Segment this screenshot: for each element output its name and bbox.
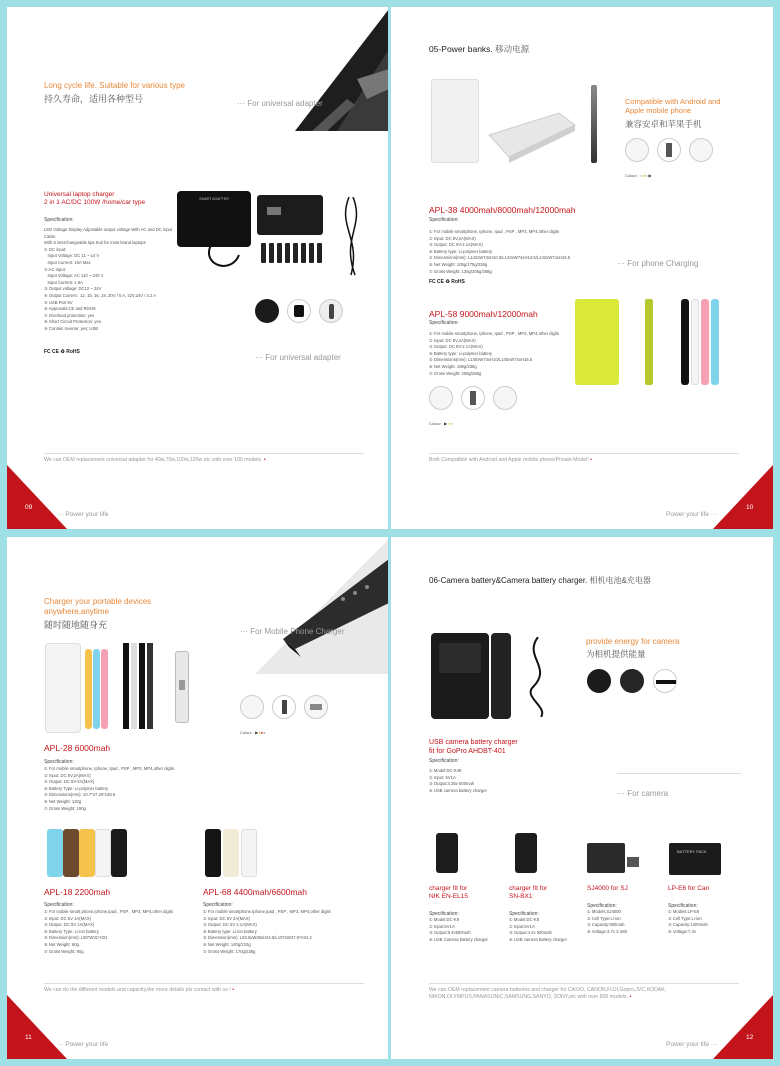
phone-label: ··· For phone Charging — [617, 259, 699, 268]
battery-pack-label: BATTERY PACK — [677, 849, 707, 854]
apl28-spec-list — [44, 766, 244, 812]
camera-product-spec-list — [509, 917, 587, 943]
cert-logos: FC CE ♻ RoHS — [44, 349, 80, 355]
spec-item: ② Input: DC 5V,2A(MAX) — [429, 235, 476, 241]
camera-product-title-1: LP-E6 for Can — [668, 885, 710, 892]
phone-label-text: For phone Charging — [627, 259, 699, 268]
product-3-chip-image — [627, 857, 639, 867]
car-adapter-image — [257, 195, 323, 235]
spec-item: ① For mobile smartphone, Iphone, Ipad , PSP , MP3, MP4,other digits — [44, 766, 175, 771]
camera-product-title-1: charger fit for — [429, 885, 468, 892]
spec-item: ③ Output:8.4v500mah — [429, 930, 471, 936]
tagline-en: Long cycle life. Suitable for various type — [44, 81, 185, 90]
spec-item: ⑥ Net Weight: 60g — [44, 941, 79, 947]
spec-item: ⑥ Approvals:CE and ROHS — [44, 306, 96, 312]
spec-item: ④ Battery Type: Li-polymer battery — [44, 785, 109, 791]
camera-product — [509, 885, 587, 943]
product-thumb-3 — [319, 299, 343, 323]
colour-thumb-3 — [689, 138, 713, 162]
apl58-colours-image — [681, 299, 721, 385]
spec-item: ⑧ Short Circuit Protection: yes — [44, 319, 101, 325]
spec-item: ④ USB camera battery charger — [509, 936, 567, 942]
usb-spec-list — [429, 768, 549, 794]
footer-note — [429, 987, 666, 1001]
spec-item: Input Voltage: DC 11 ~ 14 V — [44, 253, 100, 259]
spec-item: ④ Voltage:3.7v 3.3wh — [587, 928, 628, 934]
usb-title — [429, 739, 518, 756]
corner-triangle — [713, 465, 773, 529]
apl58-spec-label: Specification: — [429, 320, 459, 326]
spec-item: ⑥ Net Weight: 120g — [44, 798, 82, 804]
power-label-text: Power your life — [65, 511, 109, 518]
spec-item: ⑤ USB Port 5V — [44, 299, 73, 305]
apl58-yellow-image — [575, 299, 619, 385]
apl28-title: APL-28 6000mah — [44, 743, 111, 753]
apl68-spec-list — [203, 909, 373, 955]
adapter-box-text: SMART ADAPTER — [199, 197, 229, 201]
spec-item: ⑤ Dimensions(mm): 10.7*37.25*148.6 — [44, 792, 116, 798]
footer-bullet: • — [627, 994, 632, 1000]
product-1-image — [436, 833, 458, 873]
spec-item: ② Cell Type:Li-ion — [668, 915, 702, 921]
spec-item: ⑦ Gross Weight: 150g — [44, 805, 86, 811]
usb-cable-image — [523, 637, 553, 717]
footer-note-line-1: We can OEM replacement camera batteries and charger for CASIO, CANON,FUJI,Gopro,JVC,KODAK, — [429, 987, 667, 993]
usb-spec-label: Specification: — [429, 758, 459, 764]
apl28-thumb-2 — [272, 695, 296, 719]
apl28-slim-image — [123, 643, 155, 729]
spec-item: ③ Output:4.2v 500mah — [509, 930, 552, 936]
footer-note-text: We can OEM replacement universal adapter for 40w,70w,100w,120w etc with over 100 models. — [44, 457, 263, 463]
adapter-label: ··· For universal adapter — [255, 353, 341, 362]
apl58-thumb-2 — [461, 386, 485, 410]
cable-coil-image — [339, 197, 363, 277]
power-label: Power your life ··· — [666, 1041, 718, 1048]
apl58-title: APL-58 9000mah/12000mah — [429, 309, 538, 319]
power-label: ··· Power your life — [57, 1041, 109, 1048]
apl28-spec-label: Specification: — [44, 759, 74, 765]
usb-title-line-1: USB camera battery charger — [429, 739, 518, 746]
camera-product-spec-list — [429, 917, 507, 943]
spec-item: ① Models:SJ4000 — [587, 909, 621, 914]
colour-thumb-2 — [657, 138, 681, 162]
spec-item: ⑨ Contain Inverse: yes; USB — [44, 325, 99, 331]
spec-item: ① For mobile smart phone,Iphone,Ipad , PSP , MP3, MP4,other digits — [44, 909, 173, 914]
page-12 — [391, 537, 773, 1059]
product-4-image — [669, 843, 721, 875]
footer-note — [429, 457, 592, 463]
adapter-box-image — [177, 191, 251, 247]
banner-label: ··· For Mobile Phone Charger — [240, 627, 345, 636]
spec-item: ③ Capacity:1400mah — [668, 922, 708, 928]
camera-label-text: For camera — [627, 789, 669, 798]
spec-item: ④ Battery Type: Li-ion battery — [44, 928, 99, 934]
spec-item: ④ Battery type: Li-ion battery — [203, 928, 257, 934]
apl68-title: APL-68 4400mah/6600mah — [203, 887, 307, 897]
spec-item: ③ Output: DC 5V 2.1A(MAX) — [203, 922, 257, 928]
spec-item: ⑦ Gross Weight: 208g/265g — [429, 370, 482, 376]
spec-item: ③ Capacity:900mah — [587, 922, 625, 928]
energy-cn: 为相机提供能量 — [586, 649, 646, 659]
spec-item: ① Model:DC-K9 — [429, 917, 460, 922]
spec-item: ① For mobile smartphone,Iphone,Ipad , PSP , MP3, MP4,other digits — [203, 909, 331, 914]
section-title-en: 06-Camera battery&Camera battery charger. — [429, 576, 588, 585]
spec-item: ① Models:LP-E6 — [668, 909, 700, 914]
spec-item: ⑥ Net Weight: 105g/175g/238g — [429, 261, 488, 267]
tagline-en — [44, 597, 151, 617]
spec-item: ② Input: 5V1A — [429, 774, 456, 780]
page-10 — [391, 7, 773, 529]
energy-thumb-1 — [587, 669, 611, 693]
footer-divider — [429, 453, 739, 454]
laptop-tip-icon — [261, 243, 266, 263]
colour-label-1: Colour : — [625, 173, 640, 178]
spec-item: Cable. — [44, 233, 57, 239]
camera-label: ··· For camera — [617, 789, 669, 798]
laptop-tip-icon — [301, 243, 306, 263]
laptop-banner-image — [237, 9, 388, 131]
banner-label-text: For universal adapter — [247, 99, 323, 108]
adapter-cable-image — [201, 245, 241, 280]
spec-item: ② Input: DC 5V,2A(MAX) — [44, 772, 91, 778]
laptop-tip-icon — [269, 243, 274, 263]
colour-label-2: Colour : — [429, 421, 444, 426]
apl18-spec-list — [44, 909, 199, 955]
camera-product — [668, 885, 746, 935]
section-title-cn: 移动电源 — [495, 44, 530, 54]
laptop-tip-icon — [285, 243, 290, 263]
page-number: 12 — [746, 1034, 754, 1041]
tagline-en-line-2: anywhere,anytime — [44, 607, 109, 616]
adapter-label-text: For universal adapter — [265, 353, 341, 362]
spec-item: ② Input:5V1A — [509, 923, 535, 929]
footer-bullet: • — [262, 457, 266, 463]
apl38-certs: FC CE ♻ RoHS — [429, 279, 465, 285]
footer-note — [44, 457, 266, 463]
tagline-en-line-1: Charger your portable devices — [44, 597, 152, 606]
apl38-spec-label: Specification: — [429, 217, 459, 223]
camera-divider — [617, 773, 741, 774]
spec-item: ③ Output voltage: DC12 ~ 24V — [44, 286, 102, 292]
spec-item: ③ Output: DC 5V-2.1A(MAX) — [429, 344, 483, 350]
spec-item: With 8 interchangeable tips Suit for most brand laptops — [44, 240, 146, 246]
page-11 — [7, 537, 388, 1059]
phone-banner-image — [255, 539, 388, 674]
footer-note-text: We can do the different models and capacity,the more details pls contact with us ! — [44, 987, 231, 993]
product-title-line-1: Universal laptop charger — [44, 191, 115, 198]
spec-item: ③ Output: DC 5V 1A(MAX) — [44, 922, 95, 928]
spec-item: ⑤ Dimensions(mm): L140xW74xH10/L140xW74xH16.5 — [429, 357, 533, 363]
energy-thumb-2 — [620, 669, 644, 693]
camera-product-title-1: charger fit for — [509, 885, 548, 892]
camera-product-spec-label: Specification: — [587, 903, 617, 909]
camera-product-spec-list — [668, 909, 746, 935]
colour-row-2: Colour : ▶ ●● — [429, 421, 454, 426]
spec-item: ③ Output:4.35v 500mah — [429, 781, 475, 787]
spec-item: Input Voltage: AC 110 ~ 240 V — [44, 273, 104, 279]
energy-thumb-3 — [653, 669, 677, 693]
spec-item: ⑥ Net Weight: 198g/238g — [429, 363, 477, 369]
spec-item: Input Current: 15A Max — [44, 259, 91, 265]
footer-bullet: • — [588, 457, 593, 463]
compat-en — [625, 97, 720, 115]
apl38-spec-list — [429, 229, 619, 275]
camera-product — [587, 885, 665, 935]
usb-charger-image — [431, 633, 489, 719]
colour-thumb-1 — [625, 138, 649, 162]
spec-item: Input Current: 1.8A — [44, 279, 83, 285]
product-thumb-1 — [255, 299, 279, 323]
colour-row: Colour : ▶●●● — [240, 730, 266, 735]
apl18-title: APL-18 2200mah — [44, 887, 111, 897]
apl58-side-image — [645, 299, 653, 385]
product-3-image — [587, 843, 625, 873]
camera-product-spec-list — [587, 909, 665, 935]
compat-en-line-2: Apple mobile phone — [625, 106, 692, 115]
spec-item: ① For mobile smartphone, Iphone, Ipad , PSP , MP3, MP4,other digits — [429, 331, 560, 336]
page-number: 10 — [746, 504, 754, 511]
spec-item: ① DC input: — [44, 246, 67, 252]
section-title — [429, 575, 651, 586]
spec-item: ④ Battery type: Li-polymer battery — [429, 350, 493, 356]
laptop-tip-icon — [293, 243, 298, 263]
spec-item: ⑤ Dimension(mm): L90*W31*H31 — [44, 935, 108, 941]
banner-label: ··· For universal adapter — [237, 99, 323, 108]
footer-note — [44, 987, 234, 993]
spec-item: ④ USB Camera battery charger — [429, 936, 488, 942]
spec-item: ⑦ Gross Weight: 170g/238g — [203, 948, 256, 954]
section-title-cn: 相机电池&充电器 — [589, 576, 651, 585]
spec-item: ① Model:DC-K8 — [509, 917, 540, 922]
page-number: 09 — [25, 504, 33, 511]
apl58-thumb-1 — [429, 386, 453, 410]
spec-item: ② Input:5V1A — [429, 923, 455, 929]
apl28-thumb-1 — [240, 695, 264, 719]
spec-item: ② Input: DC 5V 2A(MAX) — [203, 915, 251, 921]
spec-item: LED Voltage Display Adjustable output voltage With AC and DC input — [44, 227, 173, 232]
section-title-en: 05-Power banks. — [429, 44, 493, 54]
power-label: Power your life ··· — [666, 511, 718, 518]
footer-bullet: • — [230, 987, 235, 993]
spec-item: ① Model:DC-K49 — [429, 768, 462, 773]
section-title — [429, 43, 529, 55]
footer-divider — [429, 983, 739, 984]
power-bank-slim-image — [479, 105, 579, 165]
spec-item: ③ Output: DC 5V-2A(MAX) — [44, 779, 95, 785]
laptop-tip-icon — [317, 243, 322, 263]
spec-item: ④ Battery type: Li-polymer battery — [429, 248, 493, 254]
spec-item: ② AC input: — [44, 266, 66, 272]
power-label-text: Power your life — [666, 1041, 709, 1048]
product-thumb-2 — [287, 299, 311, 323]
power-label-text: Power your life — [65, 1041, 109, 1048]
camera-product-spec-label: Specification: — [509, 911, 539, 917]
power-bank-hero-image — [431, 79, 479, 163]
compat-en-line-1: Compatible with Android and — [625, 97, 721, 106]
apl18-spec-label: Specification: — [44, 902, 74, 908]
spec-item: ⑤ Dimension(mm): L93.5xW48xH24.5/L107xW47.5*H24.2 — [203, 935, 312, 941]
laptop-tips-image — [261, 243, 327, 265]
apl28-port-image — [175, 651, 189, 723]
tagline-cn: 随时随地随身充 — [44, 620, 108, 630]
product-title — [44, 191, 145, 207]
page-number: 11 — [25, 1034, 32, 1041]
camera-product — [429, 885, 507, 943]
spec-item: ③ Output: DC 5V-2.1A(MAX) — [429, 242, 483, 248]
product-title-line-2: 2 in 1 AC/DC 100W /home/car type — [44, 199, 146, 206]
power-label-text: Power your life — [666, 511, 709, 518]
spec-item: ⑦ Gross Weight: 90g — [44, 948, 84, 954]
power-bank-side-image — [591, 85, 597, 163]
spec-item: ⑤ Dimensions(mm): L142xW74xH10.5/L142xW74xH13.5/L142xW74xH16.5 — [429, 255, 571, 261]
footer-note-line-2: NIKON,OLYMPUS,PANASONIC,SAMSUNG,SANYO, SONY,etc with over 500 models. — [429, 994, 628, 1000]
spec-item: ⑦ Gross Weight: 135g/205g/268g — [429, 268, 492, 274]
footer-divider — [44, 983, 364, 984]
laptop-tip-icon — [309, 243, 314, 263]
camera-product-title-1: SJ4000 for SJ — [587, 885, 628, 892]
footer-note-text: Both Compatible with Android and Apple mobile phone/Private Model! — [429, 457, 589, 463]
apl58-spec-list — [429, 331, 579, 377]
camera-product-spec-label: Specification: — [668, 903, 698, 909]
camera-product-title-2: NIK EN-EL15 — [429, 893, 469, 900]
footer-divider — [44, 453, 364, 454]
apl68-image — [205, 829, 257, 877]
apl18-image — [47, 829, 127, 877]
spec-item: ④ Output Current: 12, 15, 16, 19, 20V / 5 A, 22V,24V / 4.2 A — [44, 292, 157, 298]
spec-item: ④ USB camera battery charger — [429, 787, 487, 793]
spec-item: ② Input: DC 5V,2A(MAX) — [429, 337, 476, 343]
energy-en: provide energy for camera — [586, 637, 680, 646]
apl28-image — [45, 643, 111, 733]
corner-triangle — [713, 995, 773, 1059]
colour-row-1: Colour : ●●● ▶ — [625, 173, 652, 178]
page-09 — [7, 7, 388, 529]
compat-cn: 兼容安卓和苹果手机 — [625, 119, 702, 129]
camera-product-title-2: SN-BX1 — [509, 893, 533, 900]
footer-note-line-2-wrap — [429, 994, 666, 1001]
spec-item: ② Input: DC 5V 1A(MAX) — [44, 915, 92, 921]
apl68-spec-label: Specification: — [203, 902, 233, 908]
power-label: ··· Power your life — [57, 511, 109, 518]
spec-item: ① For mobile smartphone, Iphone, Ipad , PSP , MP3, MP4,other digits — [429, 229, 560, 234]
banner-label-text: For Mobile Phone Charger — [250, 627, 345, 636]
spec-label: Specification: — [44, 217, 74, 223]
spec-item: ⑥ Net Weight: 140g/210g — [203, 941, 251, 947]
spec-item: ⑦ Overload protection: yes — [44, 312, 95, 318]
apl58-thumb-3 — [493, 386, 517, 410]
spec-item: ② Cell Type:Li-ion — [587, 915, 621, 921]
usb-title-line-2: fit for GoPro AHDBT-401 — [429, 747, 506, 755]
apl38-title: APL-38 4000mah/8000mah/12000mah — [429, 205, 576, 215]
product-2-image — [515, 833, 537, 873]
gopro-battery-image — [491, 633, 511, 719]
tagline-cn: 持久寿命，适用各种型号 — [44, 94, 144, 104]
colour-label: Colour : — [240, 730, 255, 735]
camera-product-spec-label: Specification: — [429, 911, 459, 917]
apl28-thumb-3 — [304, 695, 328, 719]
laptop-tip-icon — [277, 243, 282, 263]
spec-item: ④ Voltage:7.4v — [668, 928, 696, 934]
